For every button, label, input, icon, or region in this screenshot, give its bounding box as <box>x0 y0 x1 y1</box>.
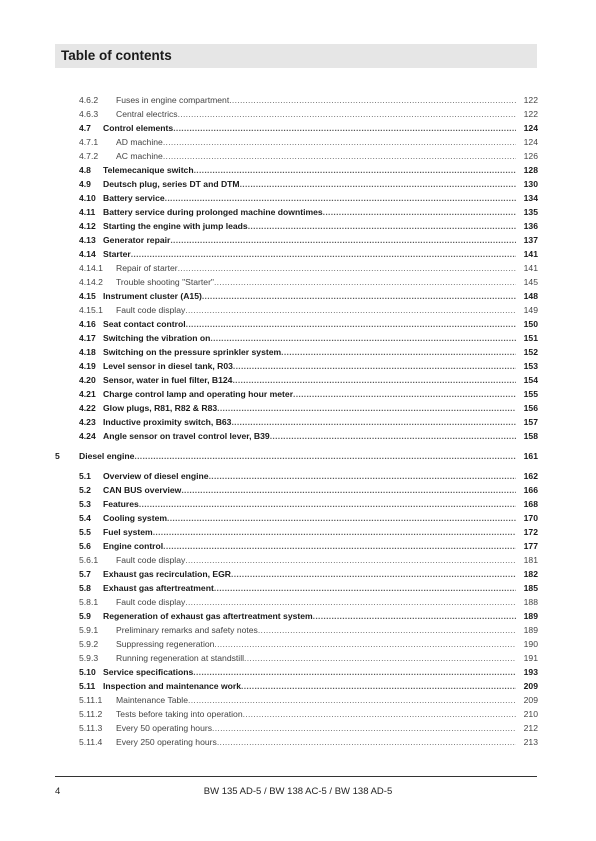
toc-entry-text <box>79 135 516 149</box>
toc-page-number: 191 <box>523 653 538 663</box>
toc-dot-leader <box>178 107 516 121</box>
toc-entry[interactable] <box>0 553 596 567</box>
toc-chapter-number: 5 <box>55 451 60 461</box>
toc-entry-text <box>79 415 516 429</box>
toc-dot-leader <box>163 135 516 149</box>
toc-entry-text <box>79 387 516 401</box>
toc-dot-leader <box>185 303 516 317</box>
toc-page-number: 182 <box>523 569 538 579</box>
toc-section-title: Exhaust gas recirculation, EGR <box>103 569 231 579</box>
toc-dot-leader <box>281 345 516 359</box>
toc-entry[interactable] <box>0 233 596 247</box>
toc-entry-text <box>79 525 516 539</box>
toc-entry[interactable] <box>0 483 596 497</box>
toc-entry[interactable] <box>0 107 596 121</box>
toc-section-number: 4.9 <box>79 179 91 189</box>
toc-dot-leader <box>131 247 516 261</box>
toc-dot-leader <box>241 679 516 693</box>
toc-entry-text <box>79 735 516 749</box>
toc-section-title: Level sensor in diesel tank, R03 <box>103 361 233 371</box>
toc-page-number: 151 <box>523 333 538 343</box>
toc-entry-text <box>79 623 516 637</box>
toc-dot-leader <box>212 721 516 735</box>
toc-section-number: 5.11.3 <box>79 723 103 733</box>
toc-entry-text <box>79 149 516 163</box>
toc-section-title: Fault code display <box>116 305 186 315</box>
toc-section-number: 4.17 <box>79 333 96 343</box>
toc-section-number: 4.18 <box>79 347 96 357</box>
toc-section-title: Diesel engine <box>79 451 135 461</box>
toc-entry[interactable] <box>0 219 596 233</box>
toc-section-number: 5.6.1 <box>79 555 99 565</box>
toc-entry[interactable] <box>0 387 596 401</box>
toc-section-number: 5.9.1 <box>79 625 99 635</box>
toc-entry-text <box>79 401 516 415</box>
toc-dot-leader <box>258 623 516 637</box>
toc-entry[interactable] <box>0 525 596 539</box>
toc-dot-leader <box>232 373 516 387</box>
toc-section-title: AC machine <box>116 151 163 161</box>
toc-entry[interactable] <box>0 609 596 623</box>
toc-entry-text <box>79 345 516 359</box>
toc-section-title: Fault code display <box>116 597 186 607</box>
toc-entry[interactable] <box>0 149 596 163</box>
toc-section-title: Features <box>103 499 139 509</box>
toc-section-number: 5.7 <box>79 569 91 579</box>
toc-page-number: 150 <box>523 319 538 329</box>
toc-dot-leader <box>163 149 516 163</box>
toc-entry-text <box>79 233 516 247</box>
toc-entry[interactable] <box>0 359 596 373</box>
toc-page-number: 124 <box>523 137 538 147</box>
toc-entry-text <box>79 651 516 665</box>
toc-page-number: 124 <box>523 123 538 133</box>
toc-section-number: 4.11 <box>79 207 96 217</box>
toc-section-title: Angle sensor on travel control lever, B39 <box>103 431 270 441</box>
toc-page-number: 137 <box>523 235 538 245</box>
toc-section-title: Service specifications <box>103 667 194 677</box>
toc-section-title: Battery service during prolonged machine downtimes <box>103 207 323 217</box>
toc-entry-text <box>79 595 516 609</box>
toc-entry[interactable] <box>0 191 596 205</box>
toc-entry-text <box>79 331 516 345</box>
toc-dot-leader <box>323 205 516 219</box>
toc-section-title: Sensor, water in fuel filter, B124 <box>103 375 233 385</box>
toc-section-number: 4.12 <box>79 221 96 231</box>
toc-page-number: 153 <box>523 361 538 371</box>
toc-page-number: 134 <box>523 193 538 203</box>
toc-section-title: Overview of diesel engine <box>103 471 209 481</box>
toc-page-number: 209 <box>523 681 538 691</box>
toc-dot-leader <box>167 511 516 525</box>
toc-page-number: 213 <box>523 737 538 747</box>
toc-page-number: 145 <box>523 277 538 287</box>
toc-dot-leader <box>231 415 516 429</box>
toc-section-title: CAN BUS overview <box>103 485 182 495</box>
toc-section-title: Tests before taking into operation <box>116 709 243 719</box>
toc-section-number: 5.9.2 <box>79 639 99 649</box>
toc-entry-text <box>79 107 516 121</box>
toc-page-number: 148 <box>523 291 538 301</box>
toc-entry-text <box>79 449 516 463</box>
toc-dot-leader <box>178 261 516 275</box>
toc-entry[interactable] <box>0 135 596 149</box>
toc-page-number: 158 <box>523 431 538 441</box>
toc-page-number: 135 <box>523 207 538 217</box>
toc-section-number: 5.1 <box>79 471 91 481</box>
toc-section-number: 4.7.2 <box>79 151 99 161</box>
toc-entry[interactable] <box>0 735 596 749</box>
toc-section-number: 4.14.1 <box>79 263 103 273</box>
toc-dot-leader <box>214 581 516 595</box>
toc-entry-text <box>79 121 516 135</box>
toc-section-number: 5.9.3 <box>79 653 99 663</box>
toc-entry-text <box>79 511 516 525</box>
toc-section-title: Charge control lamp and operating hour meter <box>103 389 294 399</box>
toc-dot-leader <box>185 553 516 567</box>
toc-entry[interactable] <box>0 303 596 317</box>
toc-dot-leader <box>248 219 516 233</box>
toc-dot-leader <box>181 483 516 497</box>
toc-section-number: 4.22 <box>79 403 96 413</box>
toc-section-number: 5.9 <box>79 611 91 621</box>
toc-entry[interactable] <box>0 317 596 331</box>
toc-page-number: 181 <box>523 555 538 565</box>
toc-page-number: 210 <box>523 709 538 719</box>
toc-section-number: 4.19 <box>79 361 96 371</box>
toc-entry[interactable] <box>0 261 596 275</box>
toc-entry-text <box>79 205 516 219</box>
toc-entry[interactable] <box>0 345 596 359</box>
toc-section-title: Fuses in engine compartment <box>116 95 230 105</box>
toc-dot-leader <box>214 275 516 289</box>
toc-entry[interactable] <box>0 651 596 665</box>
toc-dot-leader <box>313 609 516 623</box>
toc-entry[interactable] <box>0 497 596 511</box>
toc-section-title: Generator repair <box>103 235 171 245</box>
toc-section-title: Repair of starter <box>116 263 178 273</box>
toc-section-number: 4.8 <box>79 165 91 175</box>
toc-dot-leader <box>139 497 516 511</box>
footer-divider <box>55 776 537 777</box>
toc-entry[interactable] <box>0 205 596 219</box>
toc-section-title: Suppressing regeneration <box>116 639 215 649</box>
toc-section-title: Battery service <box>103 193 165 203</box>
toc-section-title: Glow plugs, R81, R82 & R83 <box>103 403 218 413</box>
toc-entry-text <box>79 469 516 483</box>
toc-entry-text <box>79 679 516 693</box>
toc-section-title: Fault code display <box>116 555 186 565</box>
toc-section-number: 4.20 <box>79 375 96 385</box>
toc-section-title: Inductive proximity switch, B63 <box>103 417 232 427</box>
toc-section-number: 5.5 <box>79 527 91 537</box>
toc-entry[interactable] <box>0 289 596 303</box>
toc-entry[interactable] <box>0 93 596 107</box>
toc-section-number: 4.15 <box>79 291 96 301</box>
toc-page-number: 172 <box>523 527 538 537</box>
toc-dot-leader <box>244 651 516 665</box>
toc-dot-leader <box>233 359 516 373</box>
toc-section-number: 4.14.2 <box>79 277 103 287</box>
toc-dot-leader <box>173 121 516 135</box>
toc-dot-leader <box>229 93 516 107</box>
toc-section-number: 4.16 <box>79 319 96 329</box>
toc-entry[interactable] <box>0 623 596 637</box>
toc-page-number: 128 <box>523 165 538 175</box>
toc-section-number: 4.6.2 <box>79 95 99 105</box>
toc-page-number: 149 <box>523 305 538 315</box>
toc-entry-text <box>79 359 516 373</box>
toc-section-number: 5.4 <box>79 513 91 523</box>
toc-entry[interactable] <box>0 275 596 289</box>
toc-dot-leader <box>202 289 516 303</box>
toc-section-title: Control elements <box>103 123 174 133</box>
toc-section-number: 4.23 <box>79 417 96 427</box>
toc-section-title: Switching the vibration on <box>103 333 211 343</box>
toc-section-number: 5.8.1 <box>79 597 99 607</box>
toc-dot-leader <box>186 317 516 331</box>
toc-entry[interactable] <box>0 121 596 135</box>
toc-dot-leader <box>209 469 516 483</box>
toc-section-number: 5.11.4 <box>79 737 103 747</box>
toc-dot-leader <box>134 449 516 463</box>
toc-section-title: Telemecanique switch <box>103 165 194 175</box>
toc-dot-leader <box>231 567 516 581</box>
toc-section-title: Regeneration of exhaust gas aftertreatment system <box>103 611 313 621</box>
toc-page-number: 152 <box>523 347 538 357</box>
toc-page-number: 161 <box>523 451 538 461</box>
toc-section-number: 5.10 <box>79 667 96 677</box>
toc-section-title: Cooling system <box>103 513 167 523</box>
toc-page-number: 141 <box>523 249 538 259</box>
toc-entry[interactable] <box>0 693 596 707</box>
toc-dot-leader <box>217 735 516 749</box>
toc-entry-text <box>79 721 516 735</box>
toc-section-number: 4.7.1 <box>79 137 99 147</box>
toc-entry-text <box>79 581 516 595</box>
toc-entry-text <box>79 303 516 317</box>
toc-entry[interactable] <box>0 679 596 693</box>
footer-model-designation: BW 135 AD-5 / BW 138 AC-5 / BW 138 AD-5 <box>203 786 393 797</box>
toc-section-title: Running regeneration at standstill <box>116 653 245 663</box>
toc-section-number: 5.11 <box>79 681 96 691</box>
toc-dot-leader <box>243 707 516 721</box>
toc-page-number: 156 <box>523 403 538 413</box>
toc-section-title: Starting the engine with jump leads <box>103 221 248 231</box>
toc-entry-text <box>79 247 516 261</box>
toc-dot-leader <box>170 233 516 247</box>
toc-section-number: 5.11.2 <box>79 709 103 719</box>
toc-page-number: 190 <box>523 639 538 649</box>
toc-page-number: 162 <box>523 471 538 481</box>
toc-entry-text <box>79 483 516 497</box>
toc-dot-leader <box>293 387 516 401</box>
toc-page-number: 154 <box>523 375 538 385</box>
toc-entry[interactable] <box>0 721 596 735</box>
toc-page-number: 157 <box>523 417 538 427</box>
toc-section-title: Inspection and maintenance work <box>103 681 242 691</box>
toc-section-title: AD machine <box>116 137 163 147</box>
toc-entry-text <box>79 163 516 177</box>
toc-section-title: Preliminary remarks and safety notes <box>116 625 258 635</box>
toc-section-number: 4.10 <box>79 193 96 203</box>
toc-entry-text <box>79 429 516 443</box>
toc-section-title: Exhaust gas aftertreatment <box>103 583 214 593</box>
toc-dot-leader <box>214 637 516 651</box>
toc-entry[interactable] <box>0 637 596 651</box>
toc-section-number: 4.21 <box>79 389 96 399</box>
toc-dot-leader <box>188 693 516 707</box>
toc-page-number: 185 <box>523 583 538 593</box>
toc-section-title: Instrument cluster (A15) <box>103 291 202 301</box>
toc-page-number: 189 <box>523 611 538 621</box>
toc-dot-leader <box>210 331 516 345</box>
toc-dot-leader <box>165 191 516 205</box>
toc-entry-text <box>79 275 516 289</box>
toc-section-number: 5.2 <box>79 485 91 495</box>
toc-section-title: Maintenance Table <box>116 695 188 705</box>
toc-entry-text <box>79 539 516 553</box>
toc-section-number: 4.13 <box>79 235 96 245</box>
toc-entry[interactable] <box>0 331 596 345</box>
toc-dot-leader <box>194 163 516 177</box>
toc-section-title: Trouble shooting "Starter" <box>116 277 214 287</box>
toc-page-number: 189 <box>523 625 538 635</box>
toc-entry-text <box>79 289 516 303</box>
toc-entry-text <box>79 261 516 275</box>
toc-section-title: Every 250 operating hours <box>116 737 217 747</box>
toc-section-title: Central electrics <box>116 109 178 119</box>
toc-dot-leader <box>240 177 516 191</box>
toc-section-title: Fuel system <box>103 527 153 537</box>
toc-entry-text <box>79 177 516 191</box>
toc-dot-leader <box>193 665 516 679</box>
toc-section-title: Starter <box>103 249 131 259</box>
toc-entry-text <box>79 219 516 233</box>
toc-entry-text <box>79 317 516 331</box>
toc-section-number: 4.14 <box>79 249 96 259</box>
toc-section-title: Deutsch plug, series DT and DTM <box>103 179 240 189</box>
toc-page-number: 122 <box>523 95 538 105</box>
toc-entry[interactable] <box>0 429 596 443</box>
toc-page-number: 122 <box>523 109 538 119</box>
toc-entry-text <box>79 693 516 707</box>
toc-page-number: 168 <box>523 499 538 509</box>
toc-entry-text <box>79 567 516 581</box>
toc-entry-text <box>79 553 516 567</box>
toc-entry[interactable] <box>0 567 596 581</box>
toc-entry-text <box>79 609 516 623</box>
toc-section-title: Seat contact control <box>103 319 186 329</box>
toc-dot-leader <box>153 525 516 539</box>
toc-entry[interactable] <box>0 665 596 679</box>
toc-section-number: 4.7 <box>79 123 91 133</box>
toc-section-number: 5.3 <box>79 499 91 509</box>
toc-dot-leader <box>217 401 516 415</box>
toc-page-number: 126 <box>523 151 538 161</box>
toc-page-number: 170 <box>523 513 538 523</box>
toc-dot-leader <box>185 595 516 609</box>
toc-entry-text <box>79 707 516 721</box>
table-of-contents <box>0 93 596 749</box>
toc-section-number: 5.8 <box>79 583 91 593</box>
toc-page-number: 177 <box>523 541 538 551</box>
toc-page-number: 130 <box>523 179 538 189</box>
toc-entry[interactable] <box>0 707 596 721</box>
toc-entry[interactable] <box>0 163 596 177</box>
toc-entry[interactable] <box>0 595 596 609</box>
toc-entry[interactable] <box>0 177 596 191</box>
toc-page-number: 155 <box>523 389 538 399</box>
toc-entry[interactable] <box>0 469 596 483</box>
toc-section-number: 5.11.1 <box>79 695 103 705</box>
footer-page-number: 4 <box>55 786 61 797</box>
toc-entry-text <box>79 497 516 511</box>
toc-page-number: 141 <box>523 263 538 273</box>
toc-entry[interactable] <box>0 449 596 463</box>
toc-section-title: Every 50 operating hours <box>116 723 213 733</box>
toc-dot-leader <box>163 539 516 553</box>
toc-entry-text <box>79 665 516 679</box>
toc-section-title: Engine control <box>103 541 164 551</box>
toc-section-number: 5.6 <box>79 541 91 551</box>
toc-entry[interactable] <box>0 511 596 525</box>
toc-entry[interactable] <box>0 373 596 387</box>
toc-entry-text <box>79 191 516 205</box>
toc-entry[interactable] <box>0 415 596 429</box>
toc-entry[interactable] <box>0 539 596 553</box>
toc-entry-text <box>79 637 516 651</box>
toc-section-number: 4.15.1 <box>79 305 103 315</box>
toc-entry[interactable] <box>0 401 596 415</box>
toc-page-number: 188 <box>523 597 538 607</box>
toc-page-number: 193 <box>523 667 538 677</box>
toc-entry[interactable] <box>0 247 596 261</box>
toc-page-number: 212 <box>523 723 538 733</box>
page-title: Table of contents <box>55 44 537 68</box>
toc-section-number: 4.6.3 <box>79 109 99 119</box>
toc-entry[interactable] <box>0 581 596 595</box>
toc-page-number: 209 <box>523 695 538 705</box>
toc-entry-text <box>79 373 516 387</box>
toc-page-number: 166 <box>523 485 538 495</box>
toc-dot-leader <box>270 429 516 443</box>
toc-section-title: Switching on the pressure sprinkler system <box>103 347 282 357</box>
toc-entry-text <box>79 93 516 107</box>
toc-page-number: 136 <box>523 221 538 231</box>
toc-section-number: 4.24 <box>79 431 96 441</box>
